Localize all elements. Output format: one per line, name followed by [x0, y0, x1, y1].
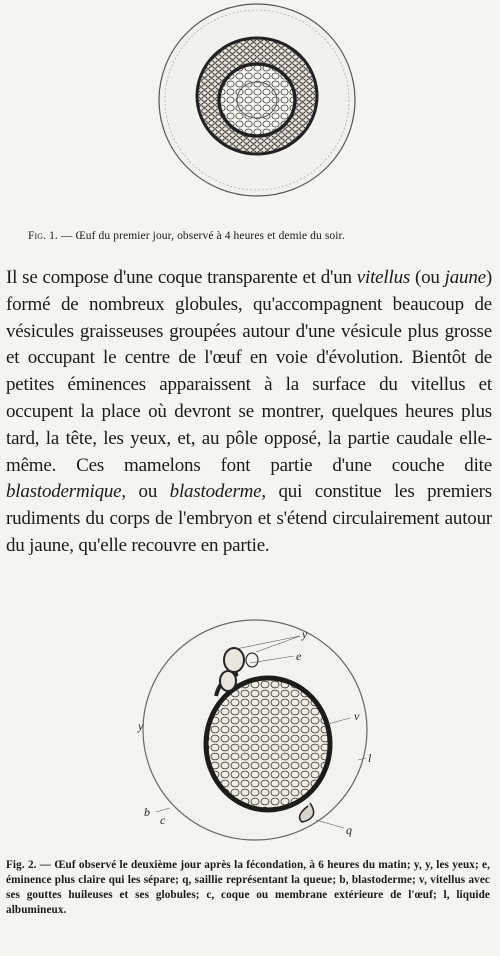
figure-2-caption: Fig. 2. — Œuf observé le deuxième jour après la fécondation, à 6 heures du matin; y, y, les yeux; e, éminence plus claire qui les sépare; q, saillie représentant la queue; b, blastoderme; v, vitellus avec ses gouttes huileuses et ses globules; c, coque ou membrane extérieure de l'œuf; l, liquide albumineux.	[6, 859, 490, 916]
figure-1-caption	[28, 230, 488, 242]
figure-1-caption-text: Œuf du premier jour, observé à 4 heures et demie du soir.	[75, 230, 345, 242]
figure-2-letter-q: q	[346, 823, 352, 837]
figure-1-egg-illustration	[145, 0, 370, 205]
figure-2-letter-e: e	[296, 649, 302, 663]
figure-2-letter-l: l	[368, 751, 372, 765]
figure-2-letter-y: y	[302, 627, 308, 641]
body-text-1: Il se compose d'une coque transparente et d'un	[6, 267, 357, 288]
figure-2-letter-b: b	[144, 805, 150, 819]
term-jaune: jaune	[444, 267, 486, 288]
figure-2-letter-c: c	[160, 813, 166, 827]
body-text-5: , qui constitue les premiers rudiments du corps de l'embryon et s'étend circulairement autour du jaune, qu'elle recouvre en partie.	[6, 481, 492, 556]
figure-2-letter-y-left: y	[138, 719, 144, 733]
figure-1-caption-label: Fig. 1. —	[28, 230, 76, 242]
body-text-4: , ou	[121, 481, 170, 503]
figure-2-letter-v: v	[354, 709, 360, 723]
body-text-2: (ou	[410, 267, 445, 288]
term-vitellus: vitellus	[356, 267, 411, 288]
body-text-3: ) formé de nombreux globules, qu'accompagnent beaucoup de vésicules graisseuses groupées autour d'une vésicule plus grosse et occupant le centre de l'œuf en voie d'évolution. Bientôt de petites éminences apparaissent à la surface du vitellus et occupent la place où devront se montrer, quelques heures plus tard, la tête, les yeux, et, au pôle opposé, la partie caudale elle-même. Ces mamelons font partie d'une couche dite	[6, 267, 492, 476]
term-blastoderme: blastoderme	[169, 481, 262, 503]
figure-2-egg-illustration	[130, 608, 380, 846]
term-blastodermique: blastodermique	[6, 481, 122, 503]
body-paragraph	[6, 265, 492, 560]
